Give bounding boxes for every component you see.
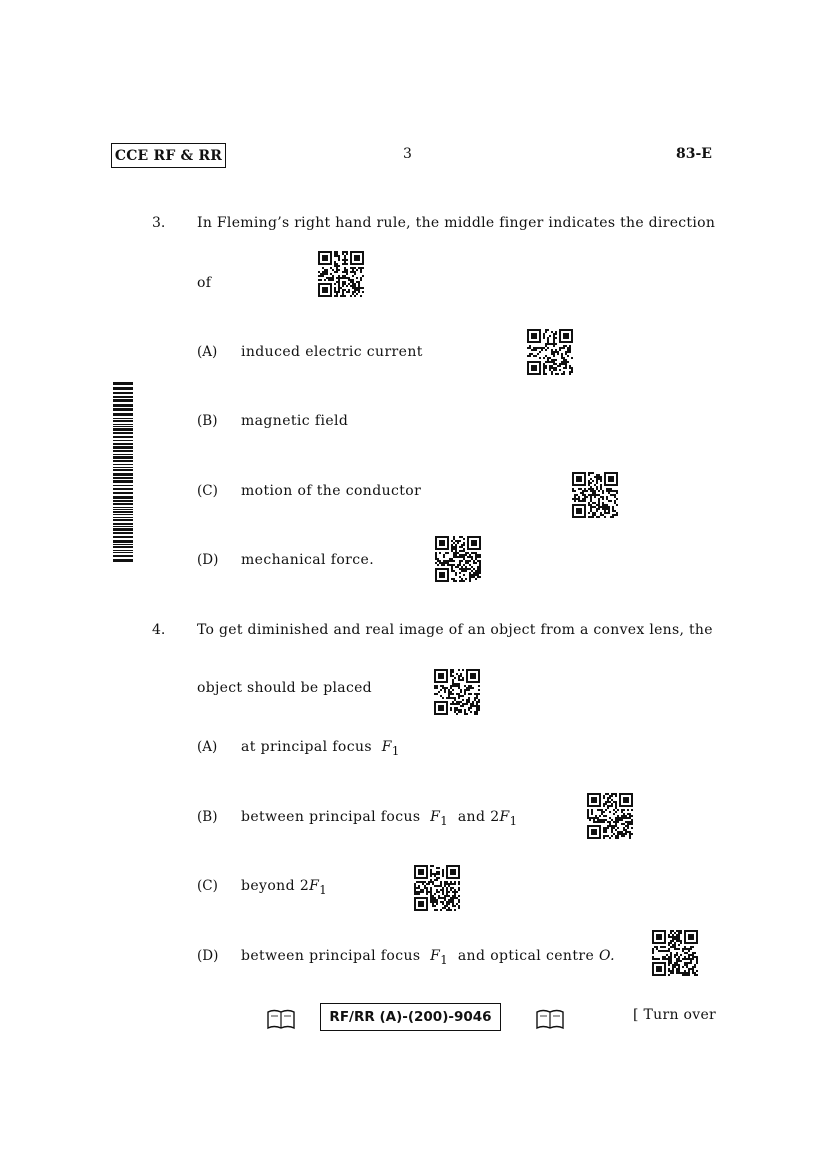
option-label: (C): [197, 878, 218, 894]
question-stem-line1: To get diminished and real image of an object from a convex lens, the: [197, 622, 713, 638]
qr-code-icon: [527, 329, 573, 375]
booklet-code: RF/RR (A)-(200)-9046: [329, 1009, 492, 1025]
option-label: (A): [197, 344, 218, 360]
question-stem-line2: of: [197, 275, 212, 291]
question-stem-line1: In Fleming’s right hand rule, the middle finger indicates the direction: [197, 215, 716, 231]
qr-code-icon: [414, 865, 460, 911]
series-code-box: [111, 143, 226, 168]
option-label: (B): [197, 413, 218, 429]
turn-over-note: [ Turn over: [633, 1007, 717, 1023]
option-text: induced electric current: [241, 344, 423, 360]
option-text: between principal focus $F_1$ and $2F_1$: [241, 809, 518, 828]
option-label: (C): [197, 483, 218, 499]
option-text: mechanical force.: [241, 552, 375, 568]
option-text: at principal focus $F_1$: [241, 739, 400, 758]
open-book-icon: [535, 1009, 565, 1031]
series-code: CCE RF & RR: [114, 147, 223, 164]
barcode-icon: [113, 382, 133, 564]
open-book-icon: [266, 1009, 296, 1031]
booklet-code-box: [320, 1003, 501, 1031]
qr-code-icon: [572, 472, 618, 518]
qr-code-icon: [434, 669, 480, 715]
option-text: beyond $2F_1$: [241, 878, 328, 897]
qr-code-icon: [318, 251, 364, 297]
option-label: (D): [197, 948, 219, 964]
option-label: (A): [197, 739, 218, 755]
option-text: between principal focus $F_1$ and optical centre O.: [241, 948, 615, 967]
qr-code-icon: [587, 793, 633, 839]
question-number: 4.: [152, 622, 166, 638]
option-label: (D): [197, 552, 219, 568]
option-label: (B): [197, 809, 218, 825]
qr-code-icon: [435, 536, 481, 582]
question-number: 3.: [152, 215, 166, 231]
page-number: 3: [403, 146, 412, 162]
option-text: magnetic field: [241, 413, 349, 429]
qr-code-icon: [652, 930, 698, 976]
option-text: motion of the conductor: [241, 483, 422, 499]
paper-code: 83-E: [676, 146, 712, 162]
question-stem-line2: object should be placed: [197, 680, 372, 696]
